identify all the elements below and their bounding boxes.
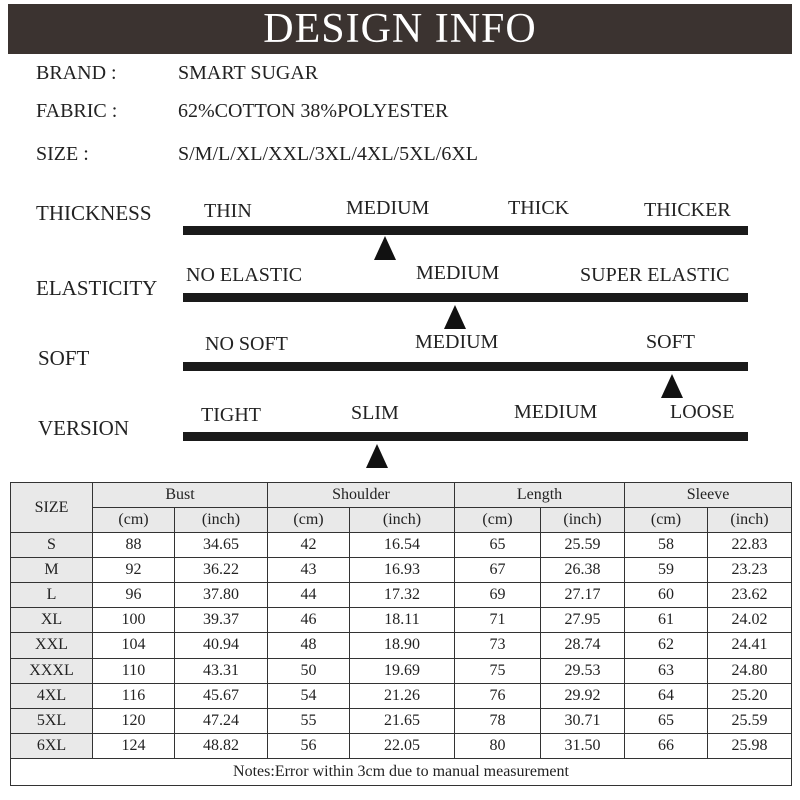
unit-cm-header: (cm) — [625, 508, 708, 533]
size-cell: 4XL — [11, 683, 93, 708]
size-label: SIZE : — [36, 143, 89, 165]
table-row — [11, 583, 792, 608]
thickness-scale-label: THICKNESS — [36, 201, 152, 225]
measurement-cell: 92 — [93, 558, 175, 583]
measurement-cell: 24.41 — [708, 633, 792, 658]
brand-value: SMART SUGAR — [178, 62, 319, 84]
measurement-cell: 50 — [268, 658, 350, 683]
measurement-cell: 37.80 — [175, 583, 268, 608]
elasticity-option-no-elastic: NO ELASTIC — [186, 264, 303, 286]
size-cell: S — [11, 533, 93, 558]
measurement-cell: 16.93 — [350, 558, 455, 583]
measurement-cell: 43.31 — [175, 658, 268, 683]
measurement-cell: 65 — [625, 708, 708, 733]
size-cell: L — [11, 583, 93, 608]
measurement-cell: 46 — [268, 608, 350, 633]
measurement-cell: 96 — [93, 583, 175, 608]
measurement-cell: 43 — [268, 558, 350, 583]
measurement-cell: 116 — [93, 683, 175, 708]
measurement-cell: 29.53 — [541, 658, 625, 683]
measurement-cell: 47.24 — [175, 708, 268, 733]
thickness-marker-icon — [374, 236, 396, 260]
size-cell: XXXL — [11, 658, 93, 683]
thickness-option-thin: THIN — [204, 200, 252, 222]
measurement-cell: 62 — [625, 633, 708, 658]
measurement-cell: 25.20 — [708, 683, 792, 708]
thickness-option-medium: MEDIUM — [346, 197, 430, 219]
unit-cm-header: (cm) — [268, 508, 350, 533]
measurement-cell: 124 — [93, 733, 175, 758]
table-row — [11, 558, 792, 583]
measurement-cell: 39.37 — [175, 608, 268, 633]
table-row — [11, 683, 792, 708]
measurement-cell: 54 — [268, 683, 350, 708]
brand-label: BRAND : — [36, 62, 117, 84]
measurement-cell: 78 — [455, 708, 541, 733]
measurement-cell: 42 — [268, 533, 350, 558]
version-option-loose: LOOSE — [670, 401, 735, 423]
measurement-cell: 59 — [625, 558, 708, 583]
table-row — [11, 533, 792, 558]
size-cell: XL — [11, 608, 93, 633]
measurement-cell: 26.38 — [541, 558, 625, 583]
unit-inch-header: (inch) — [350, 508, 455, 533]
measurement-cell: 120 — [93, 708, 175, 733]
measurement-cell: 36.22 — [175, 558, 268, 583]
measurement-cell: 18.90 — [350, 633, 455, 658]
measurement-cell: 61 — [625, 608, 708, 633]
measurement-cell: 73 — [455, 633, 541, 658]
measurement-cell: 58 — [625, 533, 708, 558]
measurement-cell: 25.59 — [708, 708, 792, 733]
measurement-cell: 63 — [625, 658, 708, 683]
table-note: Notes:Error within 3cm due to manual measurement — [11, 759, 792, 786]
soft-option-medium: MEDIUM — [415, 331, 499, 353]
size-value: S/M/L/XL/XXL/3XL/4XL/5XL/6XL — [178, 143, 478, 165]
soft-scale-label: SOFT — [38, 346, 90, 370]
measurement-cell: 18.11 — [350, 608, 455, 633]
fabric-value: 62%COTTON 38%POLYESTER — [178, 100, 449, 122]
measurement-cell: 45.67 — [175, 683, 268, 708]
size-cell: M — [11, 558, 93, 583]
measurement-cell: 60 — [625, 583, 708, 608]
shoulder-header: Shoulder — [268, 483, 455, 508]
measurement-cell: 69 — [455, 583, 541, 608]
measurement-cell: 21.26 — [350, 683, 455, 708]
measurement-cell: 75 — [455, 658, 541, 683]
table-row — [11, 658, 792, 683]
elasticity-option-medium: MEDIUM — [416, 262, 500, 284]
size-column-header: SIZE — [11, 483, 93, 533]
soft-scale-line — [183, 362, 748, 371]
version-option-medium: MEDIUM — [514, 401, 598, 423]
measurement-cell: 80 — [455, 733, 541, 758]
thickness-scale-line — [183, 226, 748, 235]
measurement-cell: 55 — [268, 708, 350, 733]
version-scale-label: VERSION — [38, 416, 130, 440]
version-scale-line — [183, 432, 748, 441]
size-cell: XXL — [11, 633, 93, 658]
measurement-cell: 23.23 — [708, 558, 792, 583]
measurement-cell: 100 — [93, 608, 175, 633]
elasticity-scale-line — [183, 293, 748, 302]
elasticity-scale-label: ELASTICITY — [36, 276, 158, 300]
measurement-cell: 30.71 — [541, 708, 625, 733]
measurement-cell: 34.65 — [175, 533, 268, 558]
unit-inch-header: (inch) — [541, 508, 625, 533]
thickness-option-thick: THICK — [508, 197, 570, 219]
sleeve-header: Sleeve — [625, 483, 792, 508]
measurement-cell: 24.02 — [708, 608, 792, 633]
measurement-cell: 24.80 — [708, 658, 792, 683]
soft-option-soft: SOFT — [646, 331, 695, 353]
measurement-cell: 71 — [455, 608, 541, 633]
measurement-cell: 66 — [625, 733, 708, 758]
length-header: Length — [455, 483, 625, 508]
table-row — [11, 608, 792, 633]
measurement-cell: 29.92 — [541, 683, 625, 708]
measurement-cell: 28.74 — [541, 633, 625, 658]
table-row — [11, 733, 792, 758]
version-marker-icon — [366, 444, 388, 468]
soft-marker-icon — [661, 374, 683, 398]
measurement-cell: 17.32 — [350, 583, 455, 608]
measurement-cell: 88 — [93, 533, 175, 558]
measurement-cell: 23.62 — [708, 583, 792, 608]
measurement-cell: 65 — [455, 533, 541, 558]
measurement-cell: 76 — [455, 683, 541, 708]
measurement-cell: 67 — [455, 558, 541, 583]
table-row — [11, 633, 792, 658]
size-cell: 5XL — [11, 708, 93, 733]
measurement-cell: 25.98 — [708, 733, 792, 758]
size-cell: 6XL — [11, 733, 93, 758]
measurement-cell: 64 — [625, 683, 708, 708]
measurement-cell: 16.54 — [350, 533, 455, 558]
measurement-cell: 104 — [93, 633, 175, 658]
page-title: DESIGN INFO — [8, 4, 792, 54]
bust-header: Bust — [93, 483, 268, 508]
elasticity-marker-icon — [444, 305, 466, 329]
version-option-slim: SLIM — [351, 402, 399, 424]
measurement-cell: 48 — [268, 633, 350, 658]
measurement-cell: 48.82 — [175, 733, 268, 758]
measurement-cell: 31.50 — [541, 733, 625, 758]
measurement-cell: 56 — [268, 733, 350, 758]
thickness-option-thicker: THICKER — [644, 199, 731, 221]
measurement-cell: 27.95 — [541, 608, 625, 633]
measurement-cell: 25.59 — [541, 533, 625, 558]
unit-inch-header: (inch) — [708, 508, 792, 533]
table-row — [11, 708, 792, 733]
unit-inch-header: (inch) — [175, 508, 268, 533]
measurement-cell: 19.69 — [350, 658, 455, 683]
measurement-cell: 21.65 — [350, 708, 455, 733]
unit-cm-header: (cm) — [93, 508, 175, 533]
measurement-cell: 27.17 — [541, 583, 625, 608]
measurement-cell: 40.94 — [175, 633, 268, 658]
size-chart-table — [10, 482, 792, 786]
measurement-cell: 44 — [268, 583, 350, 608]
measurement-cell: 22.83 — [708, 533, 792, 558]
measurement-cell: 22.05 — [350, 733, 455, 758]
soft-option-no-soft: NO SOFT — [205, 333, 288, 355]
fabric-label: FABRIC : — [36, 100, 118, 122]
measurement-cell: 110 — [93, 658, 175, 683]
unit-cm-header: (cm) — [455, 508, 541, 533]
elasticity-option-super-elastic: SUPER ELASTIC — [580, 264, 730, 286]
version-option-tight: TIGHT — [201, 404, 261, 426]
